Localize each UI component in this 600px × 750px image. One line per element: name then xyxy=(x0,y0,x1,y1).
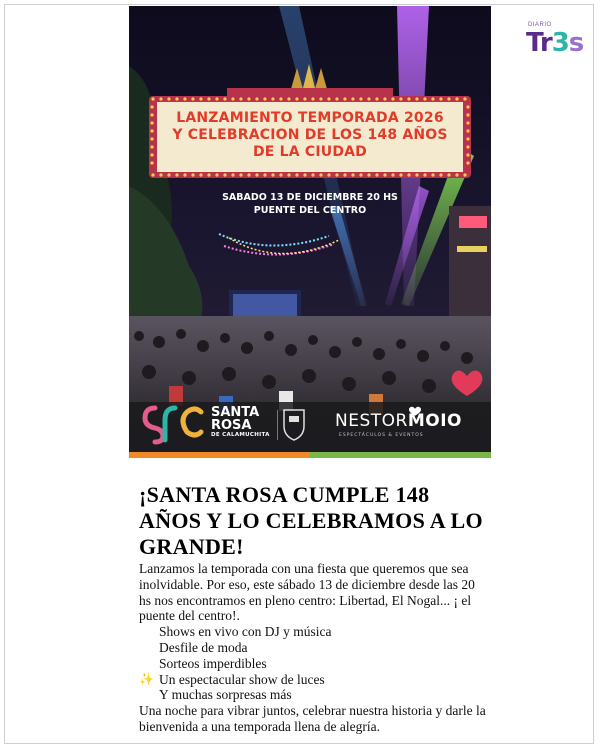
diario-tres-logo[interactable] xyxy=(520,22,582,68)
marquee-line: LANZAMIENTO TEMPORADA 2026 xyxy=(176,110,444,126)
marquee-line: Y CELEBRACION DE LOS 148 AÑOS xyxy=(172,127,448,143)
santa-rosa-sub: DE CALAMUCHITA xyxy=(211,432,270,438)
divider xyxy=(277,410,278,440)
moio-text: MOIO xyxy=(407,411,462,431)
logo-small-text: DIARIO xyxy=(528,22,552,28)
nestor-moio-sub: ESPECTÁCULOS & EVENTOS xyxy=(339,433,424,438)
sparkles-icon: ✨ xyxy=(139,671,154,686)
bar-orange xyxy=(129,452,310,458)
nestor-text: NESTOR xyxy=(335,411,408,431)
list-item: Shows en vivo con DJ y música xyxy=(159,624,332,640)
article-intro: Lanzamos la temporada con una fiesta que queremos que sea inolvidable. Por eso, este sábado 13 de diciembre desde las 20 hs nos encontramos en pleno centro: Libertad, El Nogal... ¡ el puente del centro!. xyxy=(139,561,475,624)
logo-wordmark: Tr3s xyxy=(526,28,584,58)
building-sign xyxy=(459,216,487,228)
santa-rosa-logo xyxy=(211,406,270,439)
event-poster-image xyxy=(129,6,491,458)
marquee-title xyxy=(159,110,461,161)
list-item: Sorteos imperdibles xyxy=(159,655,267,671)
event-place: PUENTE DEL CENTRO xyxy=(253,205,367,216)
event-info xyxy=(169,191,451,217)
list-item: ✨ Un espectacular show de luces xyxy=(139,671,325,687)
article-outro: Una noche para vibrar juntos, celebrar nuestra historia y darle la bienvenida a una temporada llena de alegría. xyxy=(139,703,486,734)
stage-lights xyxy=(233,294,297,316)
bar-green xyxy=(310,452,491,458)
nestor-moio-logo xyxy=(335,411,462,431)
santa-rosa-line1: SANTA xyxy=(211,405,260,420)
event-list xyxy=(139,624,489,703)
list-item: Desfile de moda xyxy=(159,639,248,655)
santa-rosa-line2: ROSA xyxy=(211,418,252,433)
marquee-line: DE LA CIUDAD xyxy=(252,144,368,160)
article xyxy=(139,482,489,735)
poster-scene xyxy=(129,6,491,458)
building-light xyxy=(457,246,487,252)
list-item: Y muchas sorpresas más xyxy=(159,687,292,703)
event-date: SABADO 13 DE DICIEMBRE 20 HS xyxy=(222,192,398,203)
article-headline: ¡SANTA ROSA CUMPLE 148 AÑOS Y LO CELEBRAMOS A LO GRANDE! xyxy=(139,482,483,559)
article-body xyxy=(139,561,489,735)
